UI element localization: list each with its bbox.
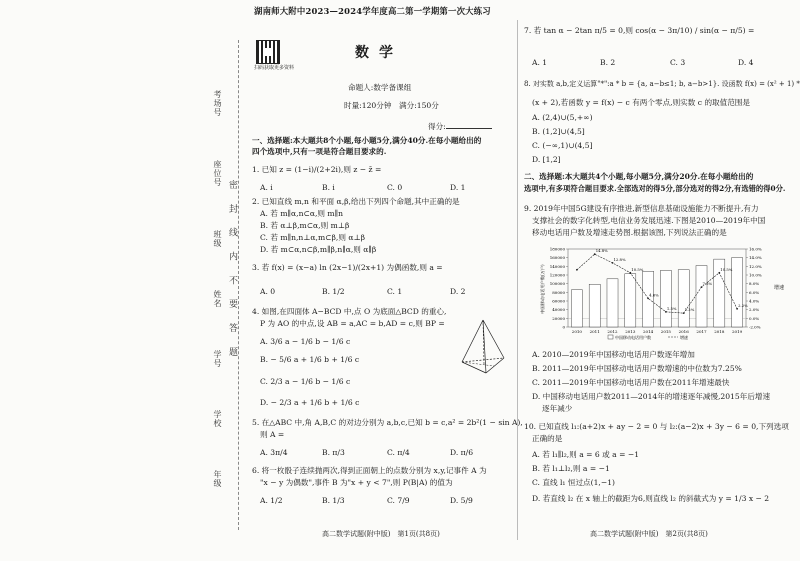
chart-x-tick-label: 2010 <box>571 329 582 334</box>
chart-x-tick-label: 2013 <box>625 329 636 334</box>
chart-y2-tick-label: 14.0% <box>749 255 762 261</box>
chart-y-tick-label: 180000 <box>549 246 565 252</box>
q8-opt-d: D. [1,2] <box>532 155 561 164</box>
q4-opt-d: D. − 2/3 a + 1/6 b + 1/6 c <box>260 398 360 407</box>
qr-caption: 扫码获取更多资料 <box>254 65 295 71</box>
chart-y-tick-label: 100000 <box>549 281 565 287</box>
chart-x-tick-label: 2011 <box>589 329 600 334</box>
chart-y-tick-label: 20000 <box>552 315 565 321</box>
q5-opt-a: A. 3π/4 <box>260 448 288 457</box>
q8-opt-b: B. (1,2]∪(4,5] <box>532 127 585 136</box>
chart-y2-tick-label: -2.0% <box>749 324 761 330</box>
q4-opt-a: A. 3/6 a − 1/6 b − 1/6 c <box>260 337 351 346</box>
chart-bar <box>571 290 582 327</box>
q9-stem-1: 9. 2019年中国5G建设有序推进,新型信息基础设施能力不断提升,有力 <box>524 204 759 213</box>
chart-y-tick-label: 120000 <box>549 272 565 278</box>
chart-growth-point <box>665 311 667 313</box>
chart-growth-point <box>647 298 649 300</box>
chart-data-label: 10.5% <box>631 266 644 272</box>
chart-data-label: 14.8% <box>595 248 608 254</box>
chart-bar <box>696 266 707 327</box>
q4-opt-c: C. 2/3 a − 1/6 b − 1/6 c <box>260 377 351 386</box>
chart-data-label: 2.2% <box>738 302 748 308</box>
q2-opt-a: A. 若 m∥α,n⊂α,则 m∥n <box>260 209 343 218</box>
chart-growth-point <box>736 308 738 310</box>
chart-y2-tick-label: 8.0% <box>749 281 760 287</box>
section-1-subtitle: 四个选项中,只有一项是符合题目要求的. <box>252 147 387 156</box>
q10-opt-c: C. 直线 l₁ 恒过点(1,−1) <box>532 478 616 487</box>
exam-title: 湖南师大附中2023—2024学年度高二第一学期第一次大练习 <box>254 6 491 16</box>
chart-x-tick-label: 2018 <box>714 329 725 334</box>
chart-y-tick-label: 0 <box>562 324 565 330</box>
q2-stem: 2. 已知直线 m,n 和平面 α,β,给出下列四个命题,其中正确的是 <box>252 197 460 206</box>
q6-stem-1: 6. 将一枚骰子连续抛两次,得到正面朝上的点数分别为 x,y,记事件 A 为 <box>252 466 487 475</box>
chart-data-label: 12.8% <box>613 256 626 262</box>
q6-stem-2: "x − y 为偶数",事件 B 为"x + y < 7",则 P(B|A) 的值为 <box>260 478 453 487</box>
chart-legend-label: 增速 <box>680 335 688 340</box>
chart-growth-point <box>701 286 703 288</box>
binding-strip <box>0 0 250 561</box>
q1-opt-d: D. 1 <box>450 183 466 192</box>
q5-opt-d: D. π/6 <box>450 448 474 457</box>
q4-stem-2: P 为 AO 的中点,设 AB = a,AC = b,AD = c,则 BP = <box>260 319 445 328</box>
q4-opt-b: B. − 5/6 a + 1/6 b + 1/6 c <box>260 355 360 364</box>
q7-opt-a: A. 1 <box>532 58 548 67</box>
section-2-title: 二、选择题:本大题共4个小题,每小题5分,满分20分.在每小题给出的 <box>524 172 754 181</box>
chart-x-tick-label: 2017 <box>696 329 707 334</box>
chart-growth-point <box>612 262 614 264</box>
q8-stem-2: (x + 2),若函数 y = f(x) − c 有两个零点,则实数 c 的取值范围是 <box>532 98 750 107</box>
chart-bar <box>678 270 689 327</box>
chart-y2-tick-label: 12.0% <box>749 263 762 269</box>
q1-opt-c: C. 0 <box>387 183 403 192</box>
chart-x-tick-label: 2016 <box>678 329 689 334</box>
q7-stem: 7. 若 tan α − 2tan π/5 = 0,则 cos(α − 3π/10) / sin(α − π/5) = <box>524 26 755 35</box>
q9-opt-d-cont: 逐年减少 <box>542 404 573 413</box>
chart-data-label: 1.2% <box>684 307 695 313</box>
chart-x-tick-label: 2019 <box>732 329 743 334</box>
seal-warning: 密 封 线 内 不 要 答 题 <box>227 180 237 363</box>
chart-bar <box>607 279 618 327</box>
binding-label: 学号 <box>213 350 222 368</box>
chart-growth-point <box>629 272 631 274</box>
q5-opt-c: C. π/4 <box>387 448 410 457</box>
chart-growth-point <box>576 269 578 271</box>
chart-bar <box>625 274 636 327</box>
chart-x-tick-label: 2012 <box>607 329 618 334</box>
q6-opt-a: A. 1/2 <box>260 496 283 505</box>
q10-opt-d: D. 若直线 l₂ 在 x 轴上的截距为6,则直线 l₂ 的斜截式为 y = 1/3 x − 2 <box>532 494 770 503</box>
q2-opt-b: B. 若 α⊥β,m⊂α,则 m⊥β <box>260 221 350 230</box>
binding-label: 年级 <box>213 470 222 488</box>
chart-y2-tick-label: 16.0% <box>749 246 762 252</box>
chart-y-tick-label: 160000 <box>549 255 565 261</box>
q3-opt-a: A. 0 <box>260 287 276 296</box>
q6-opt-b: B. 1/3 <box>322 496 345 505</box>
q3-stem: 3. 若 f(x) = (x−a) ln (2x−1)/(2x+1) 为偶函数,则 a = <box>252 263 443 272</box>
q5-stem-1: 5. 在△ABC 中,角 A,B,C 的对边分别为 a,b,c,已知 b = c,a² = 2b²(1 − sin A), <box>252 418 523 427</box>
chart-y-tick-label: 80000 <box>552 289 565 295</box>
chart-y2-tick-label: 6.0% <box>749 289 760 295</box>
seal-line <box>238 40 239 530</box>
q10-opt-b: B. 若 l₁⊥l₂,则 a = −1 <box>532 464 610 473</box>
page-1-footer: 高二数学试题(附中版) 第1页(共8页) <box>322 530 440 538</box>
q1-opt-b: B. i <box>322 183 335 192</box>
chart-data-label: 1.5% <box>666 305 677 311</box>
q8-stem-1: 8. 对实数 a,b,定义运算"*":a * b = {a, a−b≤1; b, a−b>1}. 设函数 f(x) = (x² + 1) * <box>524 80 800 88</box>
chart-y-tick-label: 60000 <box>552 298 565 304</box>
binding-label: 学校 <box>213 410 222 428</box>
chart-y-axis-label: 中国移动电话用户数(万户) <box>540 264 545 314</box>
q8-opt-c: C. (−∞,1)∪(4,5] <box>532 141 593 150</box>
subject-title: 数学 <box>355 45 403 61</box>
q4-stem-1: 4. 如图,在四面体 A−BCD 中,点 O 为底面△BCD 的重心, <box>252 307 447 316</box>
binding-label: 座位号 <box>213 160 222 187</box>
page-2-footer: 高二数学试题(附中版) 第2页(共8页) <box>590 530 708 538</box>
chart-growth-point <box>683 312 685 314</box>
chart-bar <box>660 270 671 327</box>
binding-label: 班级 <box>213 230 222 248</box>
chart-y2-tick-label: 0.0% <box>749 315 760 321</box>
q6-opt-d: D. 5/9 <box>450 496 473 505</box>
chart-x-tick-label: 2015 <box>660 329 671 334</box>
section-1-title: 一、选择题:本大题共8个小题,每小题5分,满分40分.在每小题给出的 <box>252 136 482 145</box>
q8-opt-a: A. (2,4)∪(5,+∞) <box>532 113 593 122</box>
q1-stem: 1. 已知 z = (1−i)/(2+2i),则 z − z̄ = <box>252 165 382 174</box>
q7-opt-c: C. 3 <box>670 58 686 67</box>
chart-y-tick-label: 140000 <box>549 263 565 269</box>
binding-label: 姓名 <box>213 290 222 308</box>
q9-stem-3: 移动电话用户数及增速走势图.根据该图,下列说法正确的是 <box>532 228 727 237</box>
chart-y2-tick-label: 2.0% <box>749 307 760 313</box>
chart-y2-tick-label: 10.0% <box>749 272 762 278</box>
q10-stem-1: 10. 已知直线 l₁:(a+2)x + ay − 2 = 0 与 l₂:(a−2)x + 3y − 6 = 0,下列选项 <box>524 422 789 431</box>
q6-opt-c: C. 7/9 <box>387 496 410 505</box>
page-divider <box>517 20 518 540</box>
q9-opt-b: B. 2011—2019年中国移动电话用户数增速的中位数为7.25% <box>532 364 742 373</box>
chart-y2-axis-label: 增速 <box>774 285 785 291</box>
page-1 <box>252 0 523 561</box>
score-field: 得分: <box>428 121 492 132</box>
author-line: 命题人:数学备课组 <box>348 83 412 92</box>
q9-opt-a: A. 2010—2019年中国移动电话用户数逐年增加 <box>532 350 695 359</box>
q9-opt-d: D. 中国移动电话用户数2011—2014年的增速逐年减慢,2015年后增速 <box>532 392 771 401</box>
q2-opt-d: D. 若 m⊂α,n⊂β,m∥β,n∥α,则 α∥β <box>260 245 377 254</box>
chart-bar <box>732 258 743 327</box>
q9-opt-c: C. 2011—2019年中国移动电话用户数在2011年增速最快 <box>532 378 730 387</box>
q7-opt-d: D. 4 <box>738 58 754 67</box>
binding-label: 考场号 <box>213 90 222 117</box>
chart-y-tick-label: 40000 <box>552 307 565 313</box>
chart-data-label: 4.6% <box>649 292 659 298</box>
q5-stem-2: 则 A = <box>260 430 285 439</box>
tetrahedron-figure <box>458 318 508 378</box>
section-2-subtitle: 选项中,有多项符合题目要求.全部选对的得5分,部分选对的得2分,有选错的得0分. <box>524 184 786 193</box>
chart-y2-tick-label: 4.0% <box>749 298 760 304</box>
q10-stem-2: 正确的是 <box>532 434 563 443</box>
chart-legend-label: 中国移动电话用户数 <box>615 335 651 340</box>
chart-growth-line <box>577 254 737 313</box>
q10-opt-a: A. 若 l₁∥l₂,则 a = 6 或 a = −1 <box>532 450 640 459</box>
chart-growth-point <box>594 253 596 255</box>
q5-opt-b: B. π/3 <box>322 448 345 457</box>
chart-data-label: 7.2% <box>702 281 713 287</box>
chart-growth-point <box>718 272 720 274</box>
q7-opt-b: B. 2 <box>600 58 616 67</box>
chart-data-label: 10.5% <box>720 266 733 272</box>
q3-opt-d: D. 2 <box>450 287 466 296</box>
qr-code <box>256 40 280 64</box>
q3-opt-b: B. 1/2 <box>322 287 345 296</box>
chart-legend-swatch-bars <box>608 335 613 339</box>
q2-opt-c: C. 若 m∥n,n⊥α,m⊂β,则 α⊥β <box>260 233 365 242</box>
page-2 <box>520 0 800 561</box>
duration-line: 时量:120分钟 满分:150分 <box>344 101 439 110</box>
q3-opt-c: C. 1 <box>387 287 403 296</box>
chart-bar <box>589 284 600 327</box>
chart-x-tick-label: 2014 <box>643 329 654 334</box>
q1-opt-a: A. i <box>260 183 273 192</box>
mobile-users-chart <box>538 243 785 345</box>
q9-stem-2: 支撑社会的数字化转型,电信业务发展迅速.下图是2010—2019年中国 <box>532 216 766 225</box>
